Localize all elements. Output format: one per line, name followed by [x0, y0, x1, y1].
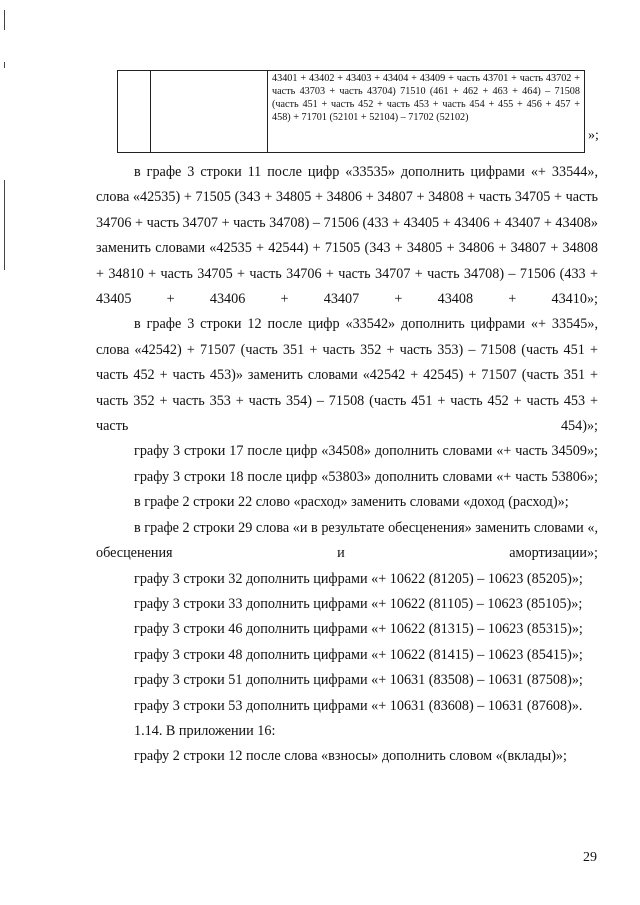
- paragraph-row-32: графу 3 строки 32 дополнить цифрами «+ 10622 (81205) – 10623 (85205)»;: [134, 570, 583, 587]
- paragraph-row-53: графу 3 строки 53 дополнить цифрами «+ 10631 (83608) – 10631 (87608)».: [134, 697, 583, 714]
- paragraph-row-22: в графе 2 строки 22 слово «расход» заменить словами «доход (расход)»;: [134, 494, 569, 511]
- table-cell-empty: [118, 71, 151, 153]
- margin-scan-mark: [4, 62, 5, 68]
- section-heading-1-14: 1.14. В приложении 16:: [134, 722, 276, 739]
- table-row: [118, 71, 585, 153]
- document-body: [96, 160, 598, 770]
- paragraph-row-51: графу 3 строки 51 дополнить цифрами «+ 10631 (83508) – 10631 (87508)»;: [134, 672, 583, 689]
- page-number: 29: [583, 850, 597, 865]
- table-closing-quote: »;: [588, 128, 599, 143]
- margin-scan-mark: [4, 10, 5, 30]
- paragraph-row-11: в графе 3 строки 11 после цифр «33535» дополнить цифрами «+ 33544», слова «42535) + 71505 (343 + 34805 + 34806 + 34807 + 34808 + часть 34705 + часть 34706 + часть 34707 + часть 34708) – 71506 (433 + 43405 + 43406 + 43407 + 43408» заменить словами «42535 + 42544) + 71505 (343 + 34805 + 34806 + 34807 + 34808 + 34810 + часть 34705 + часть 34706 + часть 34707 + часть 34708) – 71506 (433 + 43405 + 43406 + 43407 + 43408 + 43410»;: [96, 164, 598, 308]
- paragraph-row-46: графу 3 строки 46 дополнить цифрами «+ 10622 (81315) – 10623 (85315)»;: [134, 621, 583, 638]
- table-cell-empty: [151, 71, 268, 153]
- paragraph-row-18: графу 3 строки 18 после цифр «53803» дополнить словами «+ часть 53806»;: [134, 468, 598, 485]
- amendment-table: [117, 70, 585, 153]
- paragraph-row-29: в графе 2 строки 29 слова «и в результате обесценения» заменить словами «, обесценения и амортизации»;: [96, 519, 598, 562]
- paragraph-row-12: в графе 3 строки 12 после цифр «33542» дополнить цифрами «+ 33545», слова «42542) + 71507 (часть 351 + часть 352 + часть 353) – 71508 (часть 451 + часть 452 + часть 453)» заменить словами «42542 + 42545) + 71507 (часть 351 + часть 352 + часть 353 + часть 354) – 71508 (часть 451 + часть 452 + часть 453 + часть 454)»;: [96, 316, 598, 435]
- paragraph-row-33: графу 3 строки 33 дополнить цифрами «+ 10622 (81105) – 10623 (85105)»;: [134, 595, 583, 612]
- paragraph-appendix-16-row-12: графу 2 строки 12 после слова «взносы» дополнить словом «(вклады)»;: [134, 748, 567, 765]
- paragraph-row-17: графу 3 строки 17 после цифр «34508» дополнить словами «+ часть 34509»;: [134, 443, 598, 460]
- table-cell-formula: 43401 + 43402 + 43403 + 43404 + 43409 + часть 43701 + часть 43702 + часть 43703 + часть 43704) 71510 (461 + 462 + 463 + 464) – 71508 (часть 451 + часть 452 + часть 453 + часть 454 + 455 + 456 + 457 + 458) + 71701 (52101 + 52104) – 71702 (52102): [268, 71, 585, 153]
- paragraph-row-48: графу 3 строки 48 дополнить цифрами «+ 10622 (81415) – 10623 (85415)»;: [134, 646, 583, 663]
- table-fragment: [117, 70, 585, 153]
- margin-scan-mark: [4, 180, 5, 270]
